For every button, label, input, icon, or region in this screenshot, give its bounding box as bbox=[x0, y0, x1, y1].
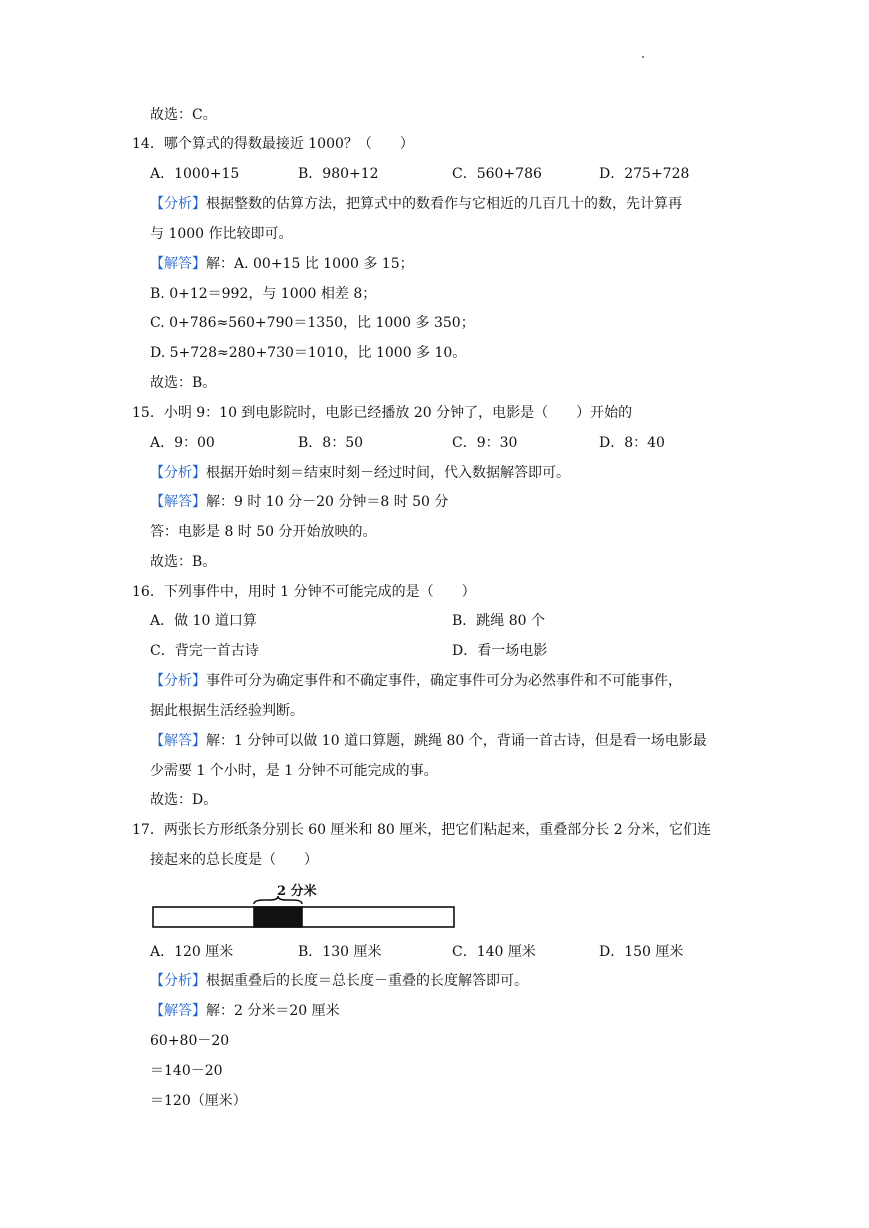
q17-calc-line-1: 60+80－20 bbox=[150, 1033, 230, 1049]
q16-option-d: D．看一场电影 bbox=[452, 643, 548, 659]
overlap-label: 2 分米 bbox=[277, 884, 317, 899]
q14-analysis bbox=[150, 194, 682, 214]
q15-option-c: C．9：30 bbox=[452, 435, 518, 451]
solution-tag: 【解答】 bbox=[150, 494, 206, 510]
q15-solution-line-2: 答：电影是 8 时 50 分开始放映的。 bbox=[150, 524, 377, 540]
q16-answer: 故选：D。 bbox=[150, 792, 218, 808]
q14-solution bbox=[150, 254, 414, 274]
q17-option-d: D．150 厘米 bbox=[599, 944, 684, 960]
analysis-tag: 【分析】 bbox=[150, 973, 206, 989]
q14-solution-line-3: C. 0+786≈560+790＝1350，比 1000 多 350； bbox=[150, 315, 475, 331]
analysis-text: 根据重叠后的长度＝总长度－重叠的长度解答即可。 bbox=[206, 973, 528, 989]
analysis-text: 根据整数的估算方法，把算式中的数看作与它相近的几百几十的数，先计算再 bbox=[206, 196, 682, 212]
q14-analysis-cont: 与 1000 作比较即可。 bbox=[150, 226, 293, 242]
q15-analysis bbox=[150, 463, 570, 483]
q14-stem: 14．哪个算式的得数最接近 1000？（ ） bbox=[132, 136, 414, 152]
analysis-text: 事件可分为确定事件和不确定事件，确定事件可分为必然事件和不可能事件， bbox=[206, 673, 682, 689]
solution-text: 解：1 分钟可以做 10 道口算题，跳绳 80 个，背诵一首古诗，但是看一场电影最 bbox=[206, 733, 707, 749]
q16-option-a: A．做 10 道口算 bbox=[150, 613, 257, 629]
q17-analysis bbox=[150, 971, 528, 991]
q17-option-c: C．140 厘米 bbox=[452, 944, 536, 960]
q17-option-a: A．120 厘米 bbox=[150, 944, 234, 960]
q16-analysis-cont: 据此根据生活经验判断。 bbox=[150, 703, 304, 719]
q15-option-b: B．8：50 bbox=[298, 435, 364, 451]
q15-answer: 故选：B。 bbox=[150, 554, 217, 570]
q13-answer: 故选：C。 bbox=[150, 107, 217, 123]
q16-option-b: B．跳绳 80 个 bbox=[452, 613, 546, 629]
q14-answer: 故选：B。 bbox=[150, 375, 217, 391]
q14-option-b: B．980+12 bbox=[298, 166, 379, 182]
page-mark bbox=[642, 56, 644, 58]
joined-strip bbox=[153, 907, 454, 927]
solution-text: 解：9 时 10 分－20 分钟＝8 时 50 分 bbox=[206, 494, 449, 510]
q14-option-c: C．560+786 bbox=[452, 166, 542, 182]
q16-option-c: C．背完一首古诗 bbox=[150, 643, 259, 659]
q17-stem-cont: 接起来的总长度是（ ） bbox=[150, 852, 318, 868]
q16-solution-line-2: 少需要 1 个小时，是 1 分钟不可能完成的事。 bbox=[150, 763, 438, 779]
q15-solution bbox=[150, 492, 448, 512]
q17-calc-line-3: ＝120（厘米） bbox=[150, 1093, 247, 1109]
analysis-tag: 【分析】 bbox=[150, 196, 206, 212]
solution-text: 解：2 分米＝20 厘米 bbox=[206, 1003, 340, 1019]
q16-stem: 16．下列事件中，用时 1 分钟不可能完成的是（ ） bbox=[132, 584, 476, 600]
solution-tag: 【解答】 bbox=[150, 1003, 206, 1019]
solution-tag: 【解答】 bbox=[150, 733, 206, 749]
analysis-tag: 【分析】 bbox=[150, 673, 206, 689]
q14-option-a: A．1000+15 bbox=[150, 166, 240, 182]
q17-option-b: B．130 厘米 bbox=[298, 944, 382, 960]
strip-overlap-diagram bbox=[152, 880, 456, 930]
q16-analysis bbox=[150, 671, 682, 691]
solution-tag: 【解答】 bbox=[150, 256, 206, 272]
overlap-region bbox=[254, 907, 302, 927]
q14-solution-line-4: D. 5+728≈280+730＝1010，比 1000 多 10。 bbox=[150, 345, 467, 361]
q17-calc-line-2: ＝140－20 bbox=[150, 1063, 223, 1079]
analysis-tag: 【分析】 bbox=[150, 465, 206, 481]
q17-stem: 17．两张长方形纸条分别长 60 厘米和 80 厘米，把它们粘起来，重叠部分长 2 分米，它们连 bbox=[132, 822, 712, 838]
q15-stem: 15．小明 9：10 到电影院时，电影已经播放 20 分钟了，电影是（ ）开始的 bbox=[132, 405, 633, 421]
q15-option-d: D．8：40 bbox=[599, 435, 665, 451]
q14-option-d: D．275+728 bbox=[599, 166, 690, 182]
q15-option-a: A．9：00 bbox=[150, 435, 215, 451]
solution-text: 解：A. 00+15 比 1000 多 15； bbox=[206, 256, 414, 272]
q17-solution bbox=[150, 1001, 340, 1021]
q14-solution-line-2: B. 0+12＝992，与 1000 相差 8； bbox=[150, 286, 377, 302]
analysis-text: 根据开始时刻＝结束时刻－经过时间，代入数据解答即可。 bbox=[206, 465, 570, 481]
q16-solution bbox=[150, 731, 707, 751]
